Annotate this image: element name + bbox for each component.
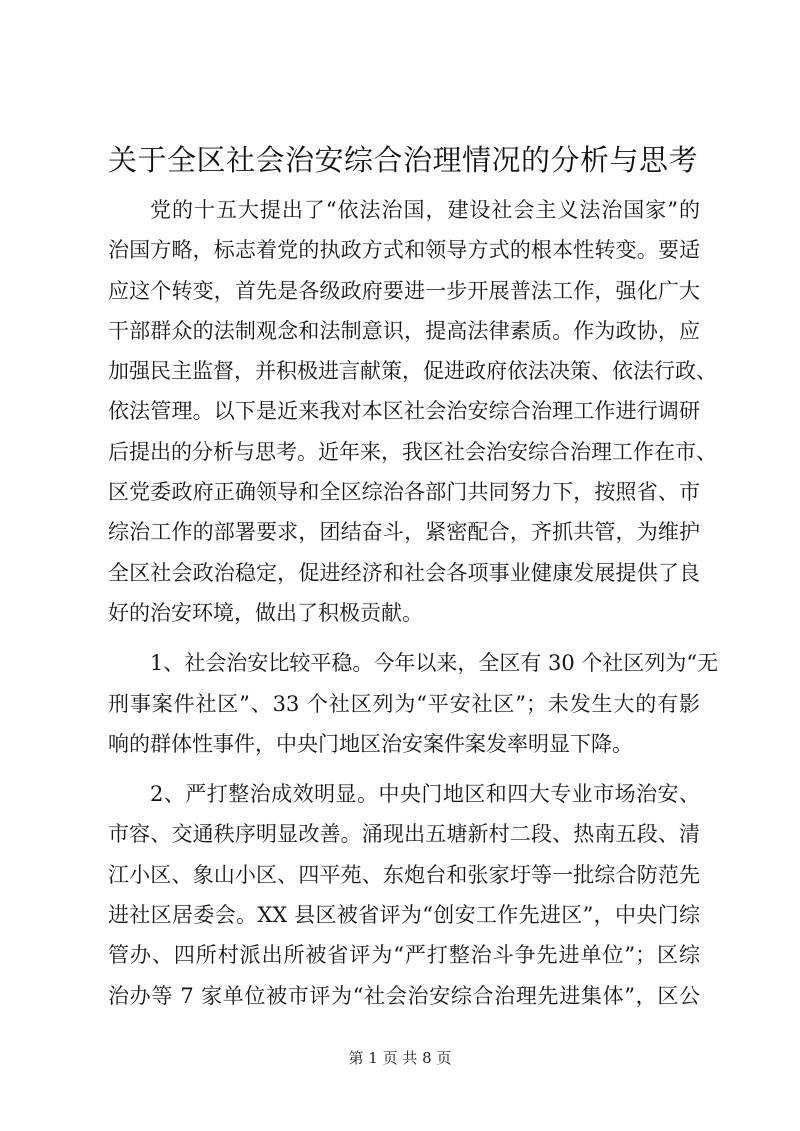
text-line: 治国方略，标志着党的执政方式和领导方式的根本性转变。要适 — [108, 238, 700, 263]
page-footer: 第 1 页 共 8 页 — [348, 1049, 452, 1067]
text-line: 加强民主监督，并积极进言献策，促进政府依法决策、依法行政、 — [108, 359, 717, 384]
document-title: 关于全区社会治安综合治理情况的分析与思考 — [108, 143, 699, 177]
paragraph-item-2 — [108, 774, 700, 1016]
text-line: 依法管理。以下是近来我对本区社会治安综合治理工作进行调研 — [108, 399, 700, 424]
text-line: 区党委政府正确领导和全区综治各部门共同努力下，按照省、市 — [108, 480, 700, 505]
text-line: 治办等 7 家单位被市评为“社会治安综合治理先进集体”，区公 — [108, 983, 700, 1008]
text-line: 管办、四所村派出所被省评为“严打整治斗争先进单位”；区综 — [108, 943, 700, 968]
text-line: 综治工作的部署要求，团结奋斗，紧密配合，齐抓共管，为维护 — [108, 520, 700, 545]
text-line: 响的群体性事件，中央门地区治安案件案发率明显下降。 — [108, 731, 633, 756]
paragraph-spacer — [108, 633, 700, 643]
paragraph-spacer — [108, 764, 700, 774]
paragraph-intro — [108, 190, 717, 633]
text-line: 应这个转变，首先是各级政府要进一步开展普法工作，强化广大 — [108, 278, 700, 303]
text-line: 2、严打整治成效明显。中央门地区和四大专业市场治安、 — [150, 782, 700, 807]
text-line: 党的十五大提出了“依法治国，建设社会主义法治国家”的 — [150, 198, 700, 222]
text-line: 干部群众的法制观念和法制意识，提高法律素质。作为政协，应 — [108, 318, 700, 343]
text-line: 进社区居委会。XX 县区被省评为“创安工作先进区”，中央门综 — [108, 903, 700, 928]
text-line: 1、社会治安比较平稳。今年以来，全区有 30 个社区列为“无 — [150, 651, 719, 676]
text-line: 后提出的分析与思考。近年来，我区社会治安综合治理工作在市、 — [108, 439, 717, 464]
document-body — [108, 190, 719, 1016]
text-line: 江小区、象山小区、四平苑、东炮台和张家圩等一批综合防范先 — [108, 862, 700, 887]
text-line: 刑事案件社区”、33 个社区列为“平安社区”；未发生大的有影 — [108, 691, 700, 716]
text-line: 好的治安环境，做出了积极贡献。 — [108, 600, 423, 625]
text-line: 市容、交通秩序明显改善。涌现出五塘新村二段、热南五段、清 — [108, 822, 700, 847]
text-line: 全区社会政治稳定，促进经济和社会各项事业健康发展提供了良 — [108, 560, 700, 585]
paragraph-item-1 — [108, 643, 719, 764]
